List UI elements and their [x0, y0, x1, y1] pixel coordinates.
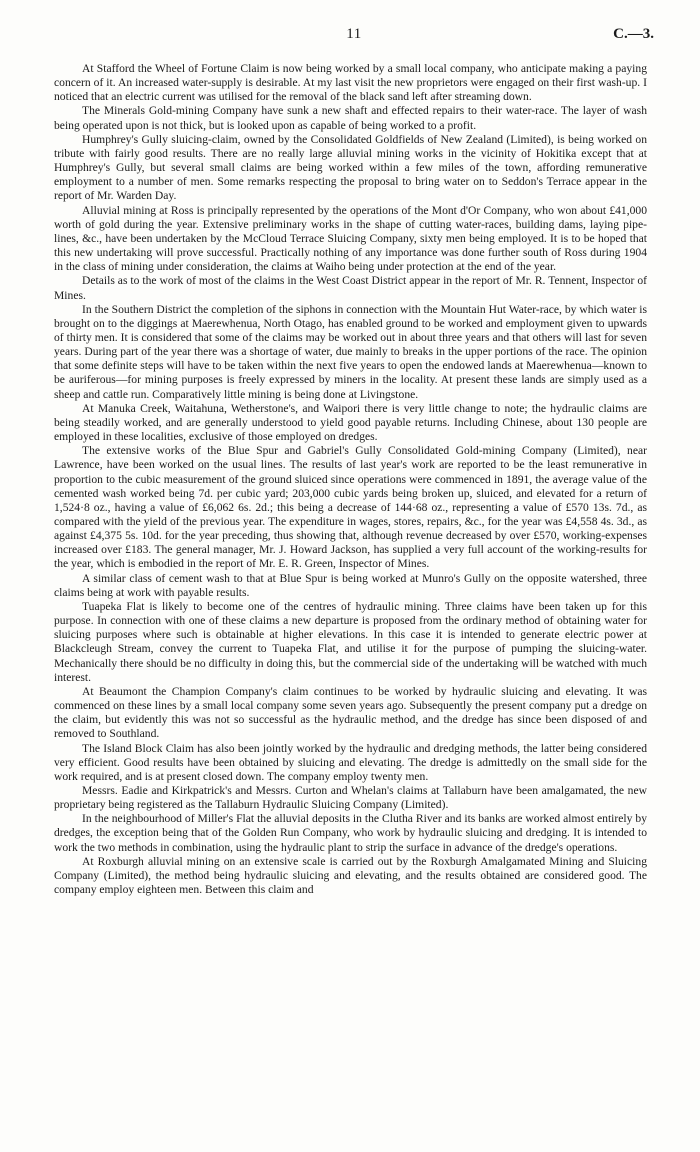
paragraph: In the Southern District the completion of the siphons in connection with the Mountain Hut Water-race, by which water is brought on to the diggings at Maerewhenua, North Otago, has enabled ground to be worked and employment given to upwards of thirty men. It is considered that some of the claims may be worked out in about three years and that others will last for seven years. During part of the year there was a shortage of water, due mainly to breaks in the upper portions of the race. The opinion that some definite steps will have to be taken within the next five years to open the endowed lands at Maerewhenua—known to be auriferous—for mining purposes is freely expressed by miners in the locality. At present these lands are simply used as a sheep and cattle run. Comparatively little mining is being done at Livingstone. — [54, 302, 647, 401]
paragraph: In the neighbourhood of Miller's Flat the alluvial deposits in the Clutha River and its banks are worked almost entirely by dredges, the exception being that of the Golden Run Company, who work by hydraulic sluicing and dredging. It is intended to work the two methods in combination, using the hydraulic plant to strip the surface in advance of the dredge's operations. — [54, 812, 647, 854]
paragraph: Messrs. Eadie and Kirkpatrick's and Messrs. Curton and Whelan's claims at Tallaburn have been amalgamated, the new proprietary being registered as the Tallaburn Hydraulic Sluicing Company (Limited). — [54, 783, 647, 812]
document-reference: C.—3. — [613, 26, 654, 42]
paragraph: Tuapeka Flat is likely to become one of the centres of hydraulic mining. Three claims have been taken up for this purpose. In connection with one of these claims a new departure is proposed from the ordinary method of obtaining water for sluicing purposes where such is obtainable at higher elevations. In this case it is intended to generate electric power at Blackcleugh Stream, convey the current to Tuapeka Flat, and utilise it for the purpose of pumping the sluicing-water. Mechanically there should be no difficulty in doing this, but the commercial side of the undertaking will be watched with much interest. — [54, 599, 647, 684]
paragraph: The Island Block Claim has also been jointly worked by the hydraulic and dredging methods, the latter being considered very efficient. Good results have been obtained by sluicing and elevating. The dredge is admittedly on the small side for the work required, and is at present closed down. The company employ twenty men. — [54, 741, 647, 783]
paragraph: Details as to the work of most of the claims in the West Coast District appear in the report of Mr. R. Tennent, Inspector of Mines. — [54, 274, 647, 302]
page-header — [54, 26, 654, 50]
paragraph: At Roxburgh alluvial mining on an extensive scale is carried out by the Roxburgh Amalgamated Mining and Sluicing Company (Limited), the method being hydraulic sluicing and elevating, and the results obtained are considered good. The company employ eighteen men. Between this claim and — [54, 854, 647, 897]
paragraph: A similar class of cement wash to that at Blue Spur is being worked at Munro's Gully on the opposite watershed, three claims being at work with payable results. — [54, 571, 647, 599]
paragraph: At Stafford the Wheel of Fortune Claim is now being worked by a small local company, who anticipate making a paying concern of it. An increased water-supply is desirable. At my last visit the new proprietors were engaged on their first wash-up. I noticed that an electric current was utilised for the removal of the black sand left after streaming down. — [54, 62, 647, 104]
paragraph: Humphrey's Gully sluicing-claim, owned by the Consolidated Goldfields of New Zealand (Limited), is being worked on tribute with fairly good results. There are no really large alluvial mining works in the vicinity of Hokitika except that at Humphrey's Gully, but several small claims are being worked within a few miles of the town, affording remunerative employment to a number of men. Some remarks respecting the proposal to bring water on to Seddon's Terrace appear in the report of Mr. Warden Day. — [54, 132, 647, 203]
paragraph: At Beaumont the Champion Company's claim continues to be worked by hydraulic sluicing and elevating. It was commenced on these lines by a small local company some seven years ago. Subsequently the present company put a dredge on the claim, but evidently this was not so successful as the hydraulic method, and the dredge has since been disposed of and removed to Southland. — [54, 684, 647, 741]
body-text — [54, 62, 647, 897]
paragraph: The extensive works of the Blue Spur and Gabriel's Gully Consolidated Gold-mining Company (Limited), near Lawrence, have been worked on the usual lines. The results of last year's work are reported to be the least remunerative in proportion to the cubic measurement of the ground sluiced since operations were commenced in 1891, the average value of the cemented wash worked being 7d. per cubic yard; 203,000 cubic yards being broken up, sluiced, and elevated for a return of 1,524·8 oz., having a value of £6,062 6s. 2d.; this being a decrease of 144·68 oz., representing a value of £570 13s. 7d., as compared with the yield of the previous year. The expenditure in wages, stores, repairs, &c., for the year was £4,558 4s. 3d., as against £4,375 5s. 10d. for the year preceding, thus showing that, although revenue decreased by over £570, working-expenses increased over £183. The general manager, Mr. J. Howard Jackson, has supplied a very full account of the working-results for the year, which is embodied in the report of Mr. E. R. Green, Inspector of Mines. — [54, 444, 647, 571]
paragraph: The Minerals Gold-mining Company have sunk a new shaft and effected repairs to their water-race. The layer of wash being operated upon is not thick, but is looked upon as capable of being worked to a profit. — [54, 104, 647, 132]
paragraph: Alluvial mining at Ross is principally represented by the operations of the Mont d'Or Company, who won about £41,000 worth of gold during the year. Extensive preliminary works in the shape of cutting water-races, building dams, laying pipe-lines, &c., have been undertaken by the McCloud Terrace Sluicing Company, sixty men being employed. It is to be hoped that this new undertaking will prove successful. Practically nothing of any importance was done further south of Ross during 1904 in the class of mining under consideration, the claims at Waiho being under protection at the end of the year. — [54, 203, 647, 274]
paragraph: At Manuka Creek, Waitahuna, Wetherstone's, and Waipori there is very little change to note; the hydraulic claims are being steadily worked, and are generally understood to yield good payable returns. Including Chinese, about 130 people are employed in these localities, exclusive of those employed on dredges. — [54, 401, 647, 444]
page-number: 11 — [346, 26, 362, 42]
